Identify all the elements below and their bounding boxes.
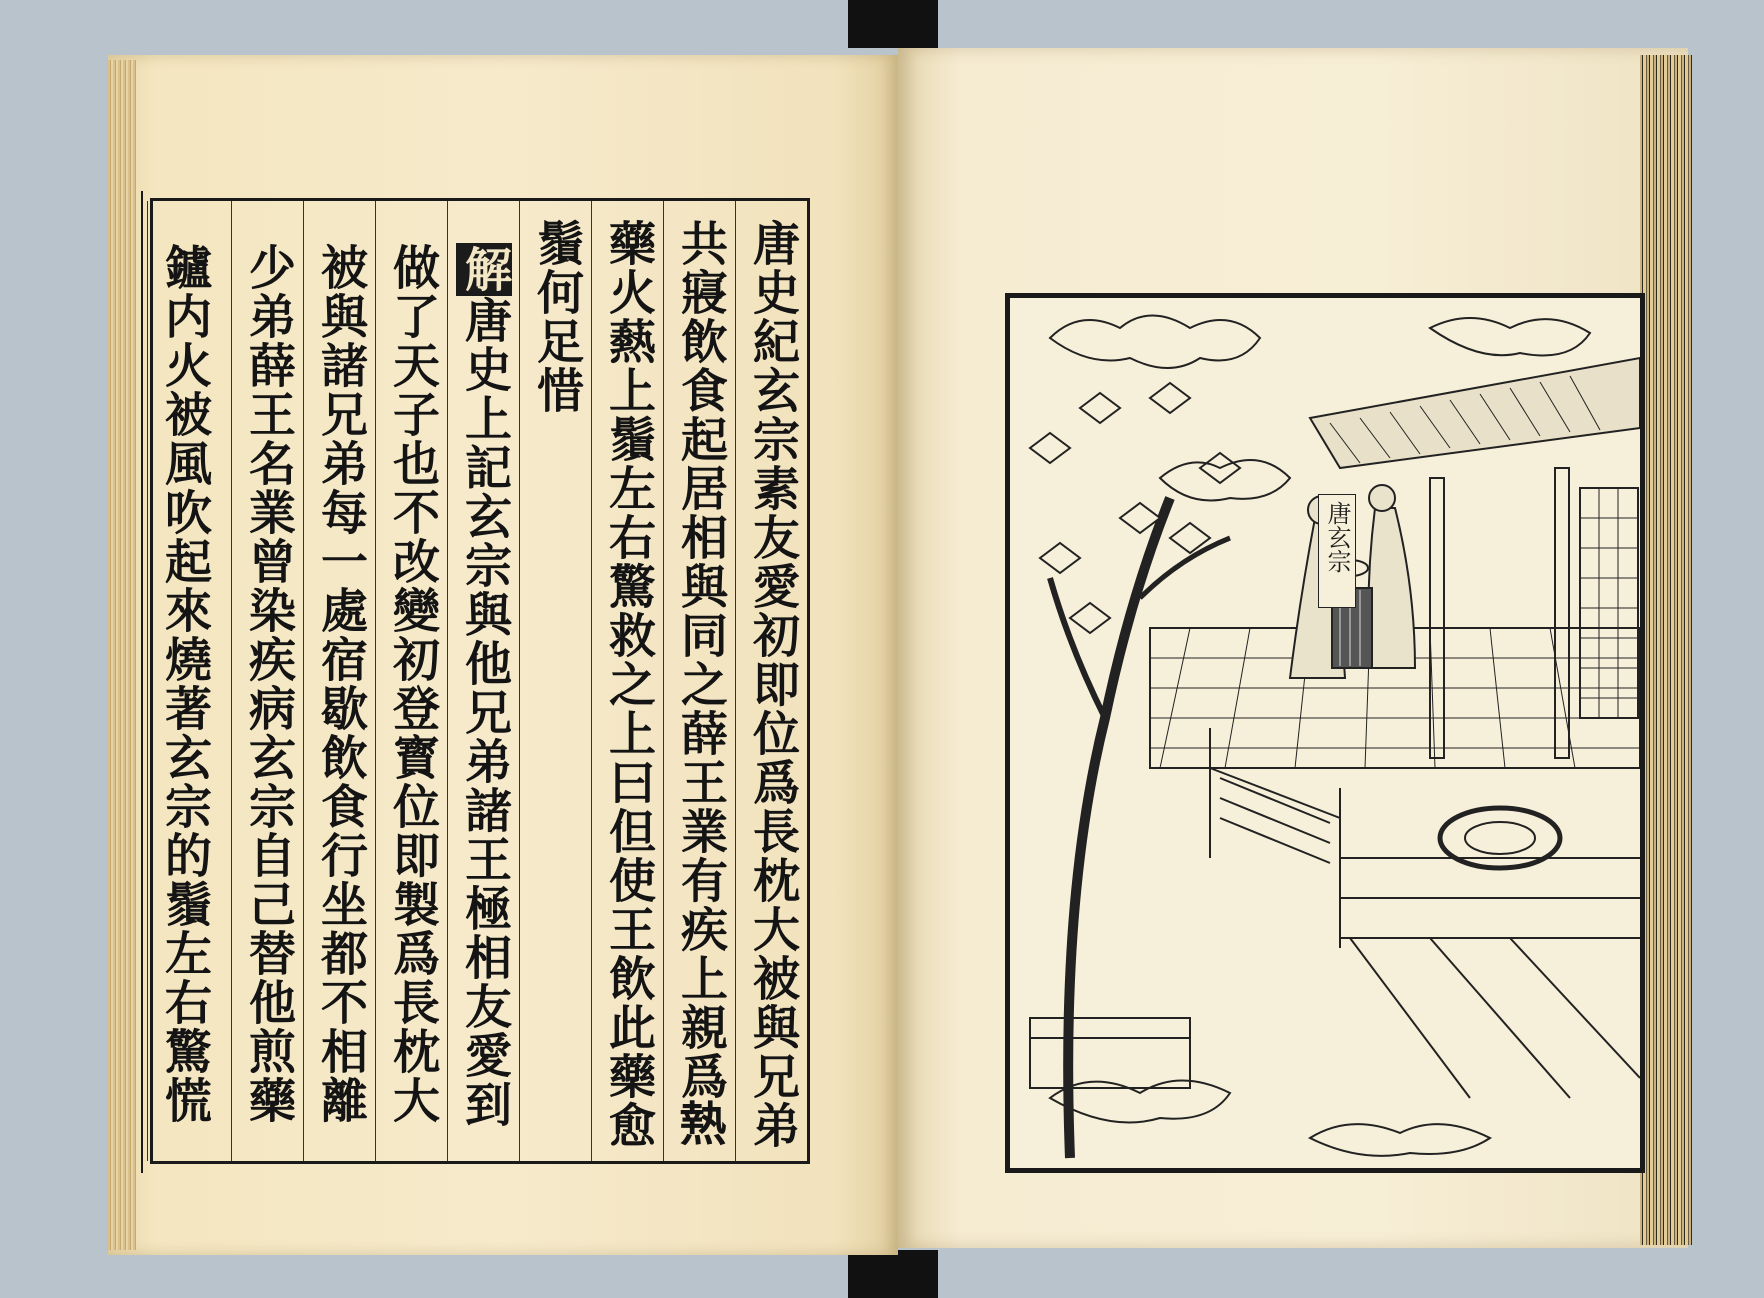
illustration-art (1010, 298, 1640, 1168)
figure-caption-label (1318, 494, 1356, 608)
column-5-body: 唐史上記玄宗與他兄弟諸王極相友愛到 (457, 296, 512, 1129)
column-8-text: 少弟薛王名業曾染疾病玄宗自己替他煎藥 (241, 243, 296, 1125)
column-9-text: 鑪内火被風吹起來燒著玄宗的鬚左右驚慌 (157, 243, 212, 1125)
column-7-text: 被與諸兄弟每一處宿歇飲食行坐都不相離 (313, 243, 368, 1125)
column-1-text: 唐史紀玄宗素友愛初即位爲長枕大被與兄弟 (745, 219, 800, 1150)
text-column-2 (663, 201, 735, 1161)
text-column-7 (303, 201, 375, 1161)
column-3-text: 藥火爇上鬚左右驚救之上曰但使王飲此藥愈 (601, 219, 656, 1150)
left-page-edge (108, 60, 136, 1250)
right-page-edge (1640, 55, 1692, 1245)
book-spine-bottom (848, 1250, 938, 1298)
column-5-text (456, 243, 512, 1129)
text-column-9 (147, 201, 231, 1161)
woodblock-illustration (1005, 293, 1645, 1173)
text-column-1 (735, 201, 807, 1161)
figure-caption-text: 唐玄宗 (1323, 501, 1351, 573)
column-2-text: 共寢飲食起居相與同之薛王業有疾上親爲𤍠 (673, 219, 728, 1150)
text-column-3 (591, 201, 663, 1161)
text-column-8 (231, 201, 303, 1161)
text-column-6 (375, 201, 447, 1161)
column-4-text: 鬚何足惜 (529, 219, 584, 415)
text-frame (150, 198, 810, 1164)
column-6-text: 做了天子也不改變初登寳位即製爲長枕大 (385, 243, 440, 1125)
text-column-5 (447, 201, 519, 1161)
book-spine-top (848, 0, 938, 48)
explanation-marker: 解 (457, 245, 512, 294)
text-column-4 (519, 201, 591, 1161)
